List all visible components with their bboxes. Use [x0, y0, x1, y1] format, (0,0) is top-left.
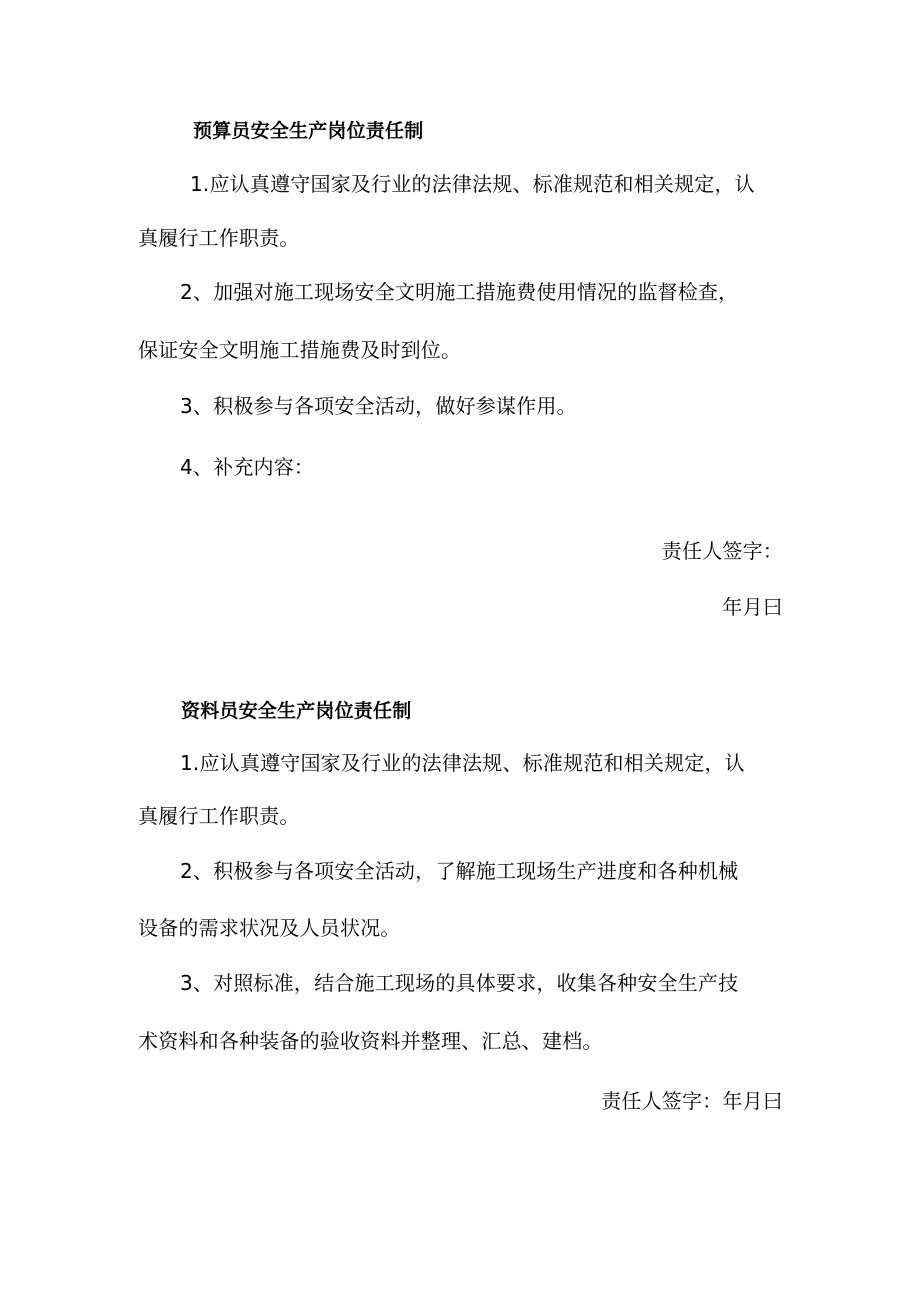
section2-item1-line1: 1.应认真遵守国家及行业的法律法规、标准规范和相关规定，认 [180, 751, 745, 775]
section2-item3-line1: 3、对照标准，结合施工现场的具体要求，收集各种安全生产技 [180, 971, 739, 995]
section1-item1-line1: 1.应认真遵守国家及行业的法律法规、标准规范和相关规定，认 [190, 172, 755, 196]
section1-date: 年月曰 [722, 595, 783, 619]
section2-item2-line1: 2、积极参与各项安全活动，了解施工现场生产进度和各种机械 [180, 859, 739, 883]
section1-item4: 4、补充内容： [180, 455, 315, 479]
section1-item2-line2: 保证安全文明施工措施费及时到位。 [138, 338, 462, 362]
section1-item1-line2: 真履行工作职责。 [138, 226, 300, 250]
section1-title: 预算员安全生产岗位责任制 [193, 120, 424, 142]
section2-signature-date: 责任人签字：年月曰 [601, 1089, 783, 1113]
section2-title: 资料员安全生产岗位责任制 [181, 700, 412, 722]
section2-item3-line2: 术资料和各种装备的验收资料并整理、汇总、建档。 [138, 1029, 603, 1053]
section1-item2-line1: 2、加强对施工现场安全文明施工措施费使用情况的监督检查， [180, 280, 739, 304]
section1-signature: 责任人签字： [661, 539, 783, 563]
section2-item2-line2: 设备的需求状况及人员状况。 [138, 916, 401, 940]
section1-item3: 3、积极参与各项安全活动，做好参谋作用。 [180, 394, 577, 418]
section2-item1-line2: 真履行工作职责。 [138, 804, 300, 828]
